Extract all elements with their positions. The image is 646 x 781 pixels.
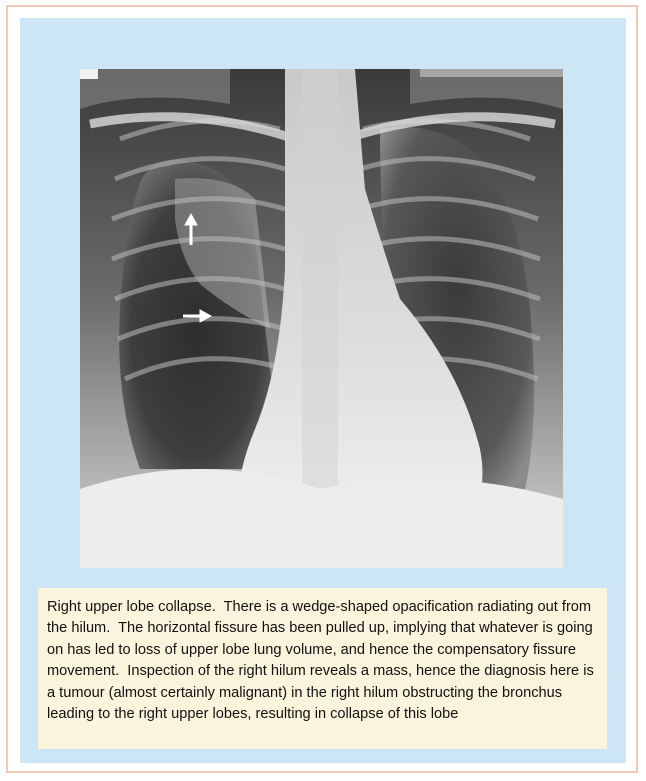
figure-caption: Right upper lobe collapse. There is a wedge-shaped opacification radiating out from the hilum. The horizontal fissure has been pulled up, implying that whatever is going on has led to loss of upper lobe lung volume, and hence the compensatory fissure movement. Inspection of the right hilum reveals a mass, hence the diagnosis here is a tumour (almost certainly malignant) in the right hilum obstructing the bronchus leading to the right upper lobes, resulting in collapse of this lobe (38, 588, 607, 749)
chest-xray-image (80, 69, 563, 568)
